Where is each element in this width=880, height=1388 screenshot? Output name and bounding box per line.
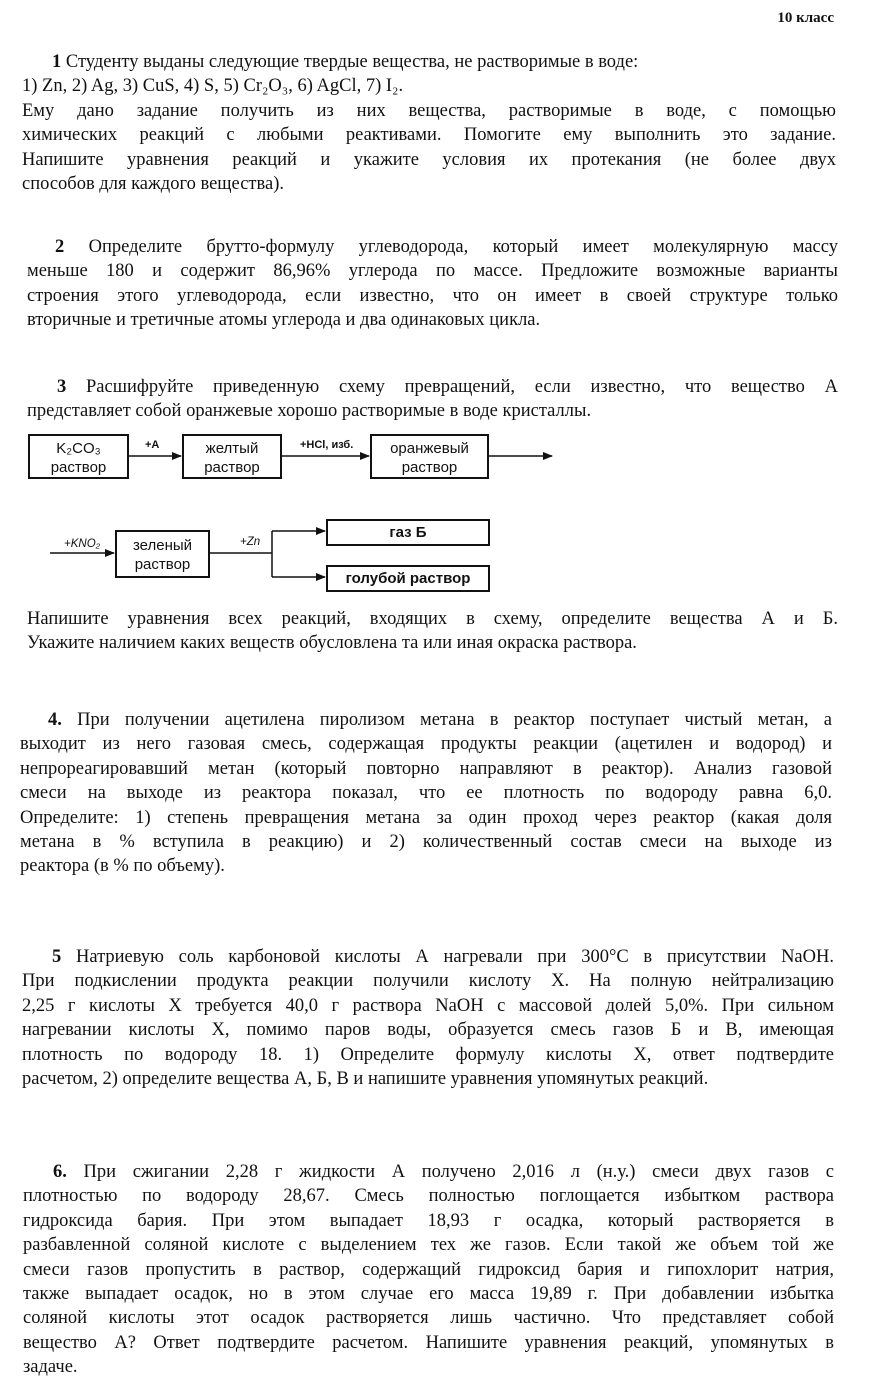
problem-6 — [23, 1160, 834, 1380]
problem-6-line: гидроксида бария. При этом выпадает 18,93 г осадка, который растворяется в — [23, 1210, 834, 1231]
grade-label: 10 класс — [777, 10, 834, 26]
box-line: зеленый — [132, 537, 193, 554]
problem-6-line: соляной кислоты этот осадок растворяется лишь частично. Что представляет собой — [23, 1308, 834, 1329]
problem-5-line: расчетом, 2) определите вещества А, Б, В и напишите уравнения упомянутых реакций. — [22, 1069, 709, 1090]
problem-3-after — [27, 607, 838, 656]
problem-2-line: меньше 180 и содержит 86,96% углерода по массе. Предложите возможные варианты — [27, 261, 838, 282]
problem-6-line: задаче. — [23, 1357, 78, 1378]
problem-text: При сжигании 2,28 г жидкости А получено 2,016 л (н.у.) смеси двух газов с — [66, 1162, 834, 1182]
problem-5 — [22, 945, 834, 1091]
problem-5-line — [22, 945, 834, 969]
problem-4-line — [20, 708, 832, 732]
problem-5-line: При подкислении продукта реакции получили кислоту Х. На полную нейтрализацию — [22, 971, 834, 992]
problem-text: При получении ацетилена пиролизом метана в реактор поступает чистый метан, а — [61, 710, 832, 730]
problem-6-line: плотностью по водороду 28,67. Смесь полностью поглощается избытком раствора — [23, 1186, 834, 1207]
problem-1-line: 1) Zn, 2) Ag, 3) CuS, 4) S, 5) Cr₂O₃, 6) AgCl, 7) I₂. — [22, 76, 404, 97]
problem-number: 1 — [52, 52, 62, 72]
problem-number: 4. — [48, 710, 62, 730]
problem-1-line: химических реакций с любыми реактивами. Помогите ему выполнить это задание. — [22, 125, 836, 146]
problem-1-line: Напишите уравнения реакций и укажите условия их протекания (не более двух — [22, 149, 836, 170]
problem-5-line: нагревании кислоты Х, помимо паров воды, образуется смесь газов Б и В, имеющая — [22, 1020, 834, 1041]
box-line: желтый — [205, 440, 259, 457]
box-line: раствор — [204, 459, 260, 476]
box-line: раствор — [134, 556, 191, 573]
scheme-box-k2co3 — [28, 434, 129, 479]
problem-6-line: смеси газов пропустить в раствор, содержащий гидроксид бария и гипохлорит натрия, — [23, 1259, 834, 1280]
problem-number: 2 — [55, 237, 65, 257]
problem-1-line: способов для каждого вещества). — [22, 174, 284, 195]
problem-4-line: реактора (в % по объему). — [20, 856, 225, 877]
problem-text: Студенту выданы следующие твердые вещества, не растворимые в воде: — [61, 52, 639, 72]
problem-6-line — [23, 1160, 834, 1184]
scheme-box-blue: голубой раствор — [326, 565, 490, 592]
problem-text: Расшифруйте приведенную схему превращений, если известно, что вещество А — [66, 377, 838, 397]
problem-2-line: вторичные и третичные атомы углерода и два одинаковых цикла. — [27, 310, 541, 331]
box-line: раствор — [50, 459, 107, 476]
arrow-label-hcl: +HCl, изб. — [300, 439, 354, 451]
scheme-box-orange — [370, 434, 489, 479]
problem-3-line: Укажите наличием каких веществ обусловлена та или иная окраска раствора. — [27, 633, 637, 654]
problem-1-line: Ему дано задание получить из них вещества, растворимые в воде, с помощью — [22, 100, 836, 121]
problem-text: Натриевую соль карбоновой кислоты А нагревали при 300°С в присутствии NaOH. — [61, 947, 834, 967]
problem-4-line: метана в % вступила в реакцию) и 2) количественный состав смеси на выходе из — [20, 832, 832, 853]
arrow-label-kno2: +KNO₂ — [64, 538, 101, 550]
problem-6-line: разбавленной соляной кислоте с выделением тех же газов. Если такой же объем той же — [23, 1235, 834, 1256]
problem-4-line: непрореагировавший метан (который повторно направляют в реактор). Анализ газовой — [20, 758, 832, 779]
problem-5-line: 2,25 г кислоты Х требуется 40,0 г раствора NaOH с массовой долей 5,0%. При сильном — [22, 995, 834, 1016]
problem-4-line: Определите: 1) степень превращения метана за один проход через реактор (какая доля — [20, 807, 832, 828]
problem-6-line: вещество А? Ответ подтвердите расчетом. Напишите уравнения реакций, упомянутых в — [23, 1332, 834, 1353]
problem-number: 6. — [53, 1162, 67, 1182]
problem-4-line: смеси на выходе из реактора показал, что ее плотность по водороду равна 6,0. — [20, 783, 832, 804]
problem-5-line: плотность по водороду 18. 1) Определите формулу кислоты Х, ответ подтвердите — [22, 1044, 834, 1065]
scheme-box-yellow — [182, 434, 282, 479]
problem-6-line: также выпадает осадок, но в этом случае его масса 19,89 г. При добавлении избытка — [23, 1284, 834, 1305]
problem-4 — [20, 708, 832, 879]
scheme-box-green — [115, 530, 210, 578]
problem-text: Определите брутто-формулу углеводорода, который имеет молекулярную массу — [64, 237, 838, 257]
box-line: K₂CO₃ — [56, 440, 101, 457]
problem-4-line: выходит из него газовая смесь, содержащая продукты реакции (ацетилен и водород) и — [20, 734, 832, 755]
problem-number: 5 — [52, 947, 62, 967]
box-line: раствор — [401, 459, 458, 476]
box-line: оранжевый — [390, 440, 469, 457]
arrow-label-a: +A — [145, 439, 160, 451]
problem-number: 3 — [57, 377, 67, 397]
arrow-label-zn: +Zn — [240, 536, 261, 548]
problem-3-line: представляет собой оранжевые хорошо растворимые в воде кристаллы. — [27, 401, 592, 422]
scheme-box-gas-b: газ Б — [326, 519, 490, 546]
problem-3-line: Напишите уравнения всех реакций, входящих в схему, определите вещества А и Б. — [27, 609, 838, 629]
problem-2-line: строения этого углеводорода, если известно, что он имеет в своей структуре только — [27, 285, 838, 306]
